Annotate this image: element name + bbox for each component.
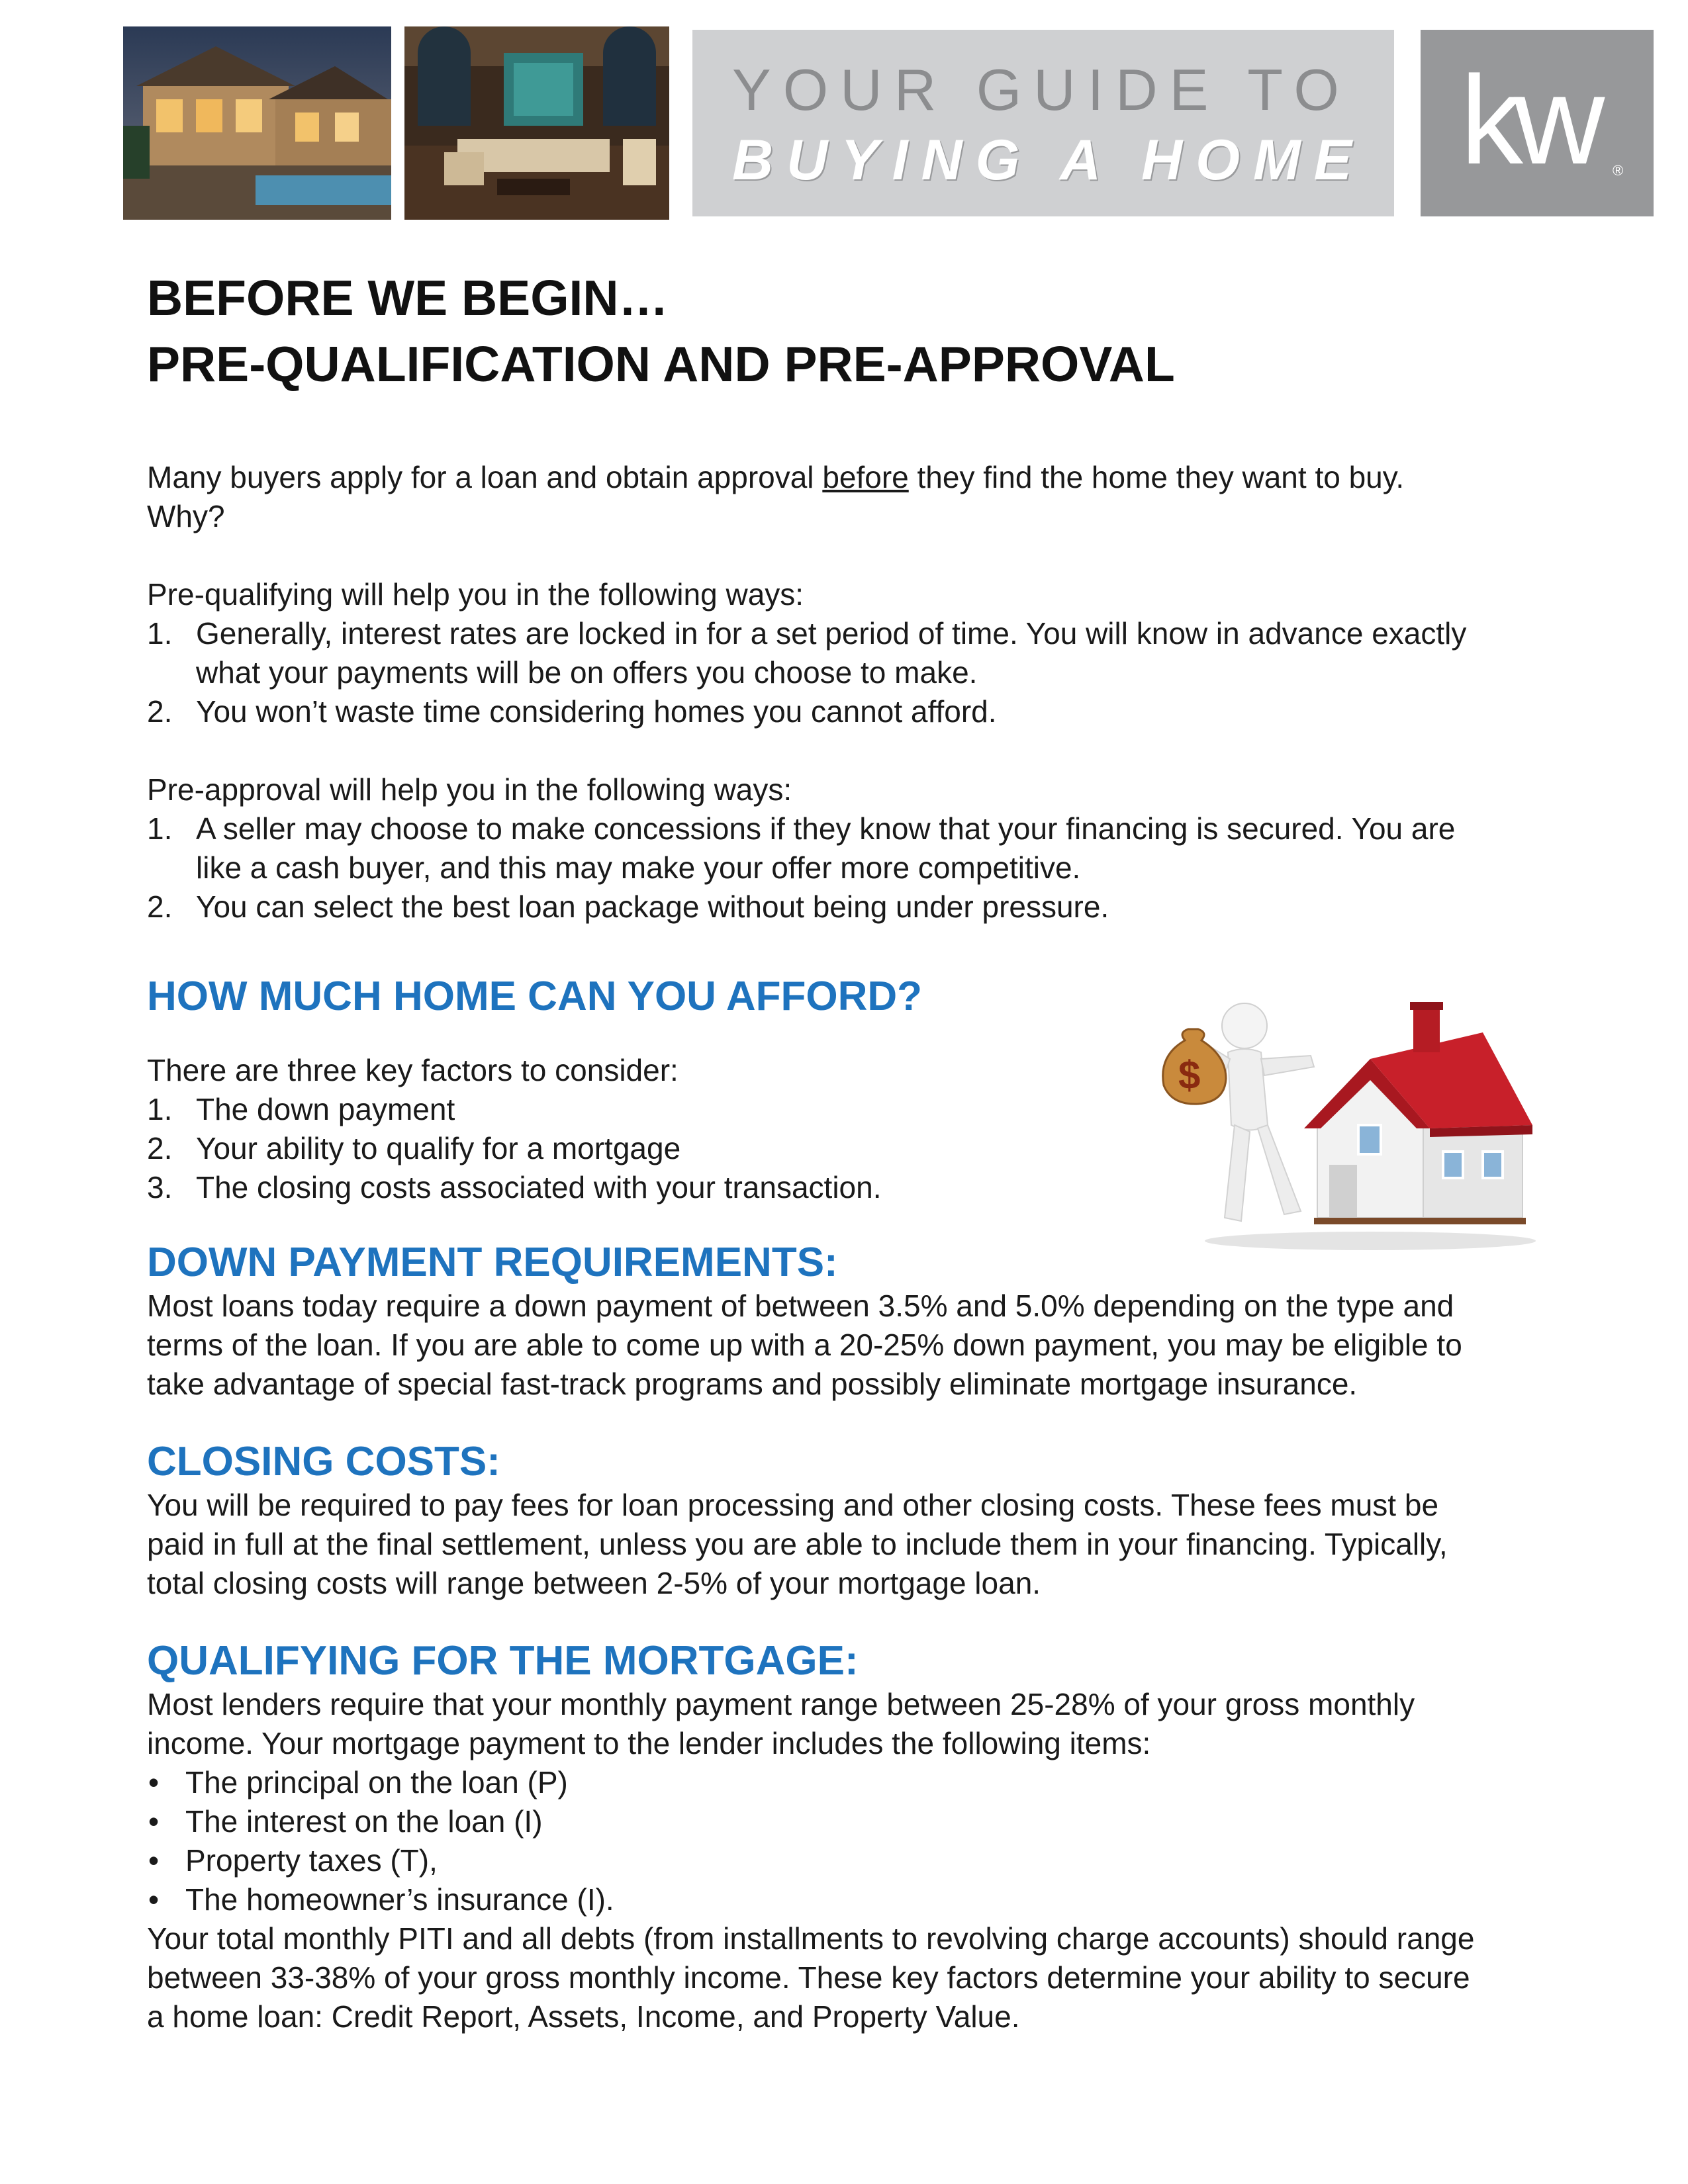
- qualifying-line: Most lenders require that your monthly payment range between 25-28% of your gross monthly: [147, 1687, 1415, 1721]
- list-item: 1. The down payment: [147, 1092, 455, 1126]
- registered-mark: ®: [1613, 162, 1624, 179]
- list-item: 1. Generally, interest rates are locked in for a set period of time. You will know in advance exactly: [147, 616, 1467, 651]
- intro-line2: Why?: [147, 499, 225, 533]
- qualifying-heading: QUALIFYING FOR THE MORTGAGE:: [147, 1638, 859, 1684]
- down-payment-heading: DOWN PAYMENT REQUIREMENTS:: [147, 1240, 838, 1285]
- living-room-photo: [404, 26, 669, 220]
- house-exterior-photo: [123, 26, 391, 220]
- qualifying-closing-line: between 33-38% of your gross monthly income. These key factors determine your ability to secure: [147, 1960, 1470, 1995]
- closing-costs-heading: CLOSING COSTS:: [147, 1439, 500, 1484]
- list-item: 2. Your ability to qualify for a mortgage: [147, 1131, 681, 1165]
- list-item: 2. You can select the best loan package without being under pressure.: [147, 889, 1109, 924]
- preapproval-list: [147, 809, 1590, 927]
- piti-list: [147, 1763, 1590, 1919]
- dollar-sign-icon: $: [1178, 1053, 1201, 1097]
- guide-title-box: [692, 30, 1394, 216]
- prequal-list: [147, 614, 1590, 731]
- qualifying-closing-line: a home loan: Credit Report, Assets, Income, and Property Value.: [147, 1999, 1020, 2034]
- down-payment-line: terms of the loan. If you are able to come up with a 20-25% down payment, you may be eligible to: [147, 1328, 1462, 1362]
- down-payment-line: take advantage of special fast-track programs and possibly eliminate mortgage insurance.: [147, 1367, 1358, 1401]
- guide-title-line2: BUYING A HOME: [732, 128, 1365, 192]
- down-payment-line: Most loans today require a down payment of between 3.5% and 5.0% depending on the type and: [147, 1289, 1454, 1323]
- kw-logo-box: [1421, 30, 1654, 216]
- list-item: • Property taxes (T),: [148, 1843, 438, 1878]
- list-item: • The principal on the loan (P): [148, 1765, 568, 1799]
- afford-intro: There are three key factors to consider:: [147, 1053, 679, 1087]
- qualifying-closing-line: Your total monthly PITI and all debts (from installments to revolving charge accounts) should range: [147, 1921, 1475, 1956]
- list-item: 2. You won’t waste time considering homes you cannot afford.: [147, 694, 997, 729]
- prequal-heading: Pre-qualifying will help you in the following ways:: [147, 577, 804, 612]
- house-with-figure-illustration: [1152, 993, 1536, 1251]
- guide-title-line1: YOUR GUIDE TO: [732, 57, 1351, 122]
- afford-heading: HOW MUCH HOME CAN YOU AFFORD?: [147, 974, 923, 1019]
- page-title-line1: BEFORE WE BEGIN…: [147, 270, 669, 326]
- intro-line1: Many buyers apply for a loan and obtain approval before they find the home they want to buy.: [147, 460, 1405, 494]
- closing-costs-line: paid in full at the final settlement, unless you are able to include them in your financing. Typically,: [147, 1527, 1448, 1561]
- list-item-continued: like a cash buyer, and this may make your offer more competitive.: [196, 850, 1081, 885]
- list-item: 3. The closing costs associated with your transaction.: [147, 1170, 882, 1205]
- qualifying-line: income. Your mortgage payment to the lender includes the following items:: [147, 1726, 1151, 1760]
- list-item: • The interest on the loan (I): [148, 1804, 543, 1839]
- list-item-continued: what your payments will be on offers you choose to make.: [196, 655, 978, 690]
- preapproval-heading: Pre-approval will help you in the following ways:: [147, 772, 792, 807]
- page-title-line2: PRE-QUALIFICATION AND PRE-APPROVAL: [147, 336, 1175, 392]
- list-item: 1. A seller may choose to make concessions if they know that your financing is secured. You are: [147, 811, 1456, 846]
- underlined-before: before: [822, 460, 909, 494]
- closing-costs-line: You will be required to pay fees for loan processing and other closing costs. These fees must be: [147, 1488, 1439, 1522]
- list-item: • The homeowner’s insurance (I).: [148, 1882, 614, 1917]
- closing-costs-line: total closing costs will range between 2-5% of your mortgage loan.: [147, 1566, 1041, 1600]
- header-banner: [123, 26, 1654, 220]
- kw-logo: kw: [1460, 50, 1596, 191]
